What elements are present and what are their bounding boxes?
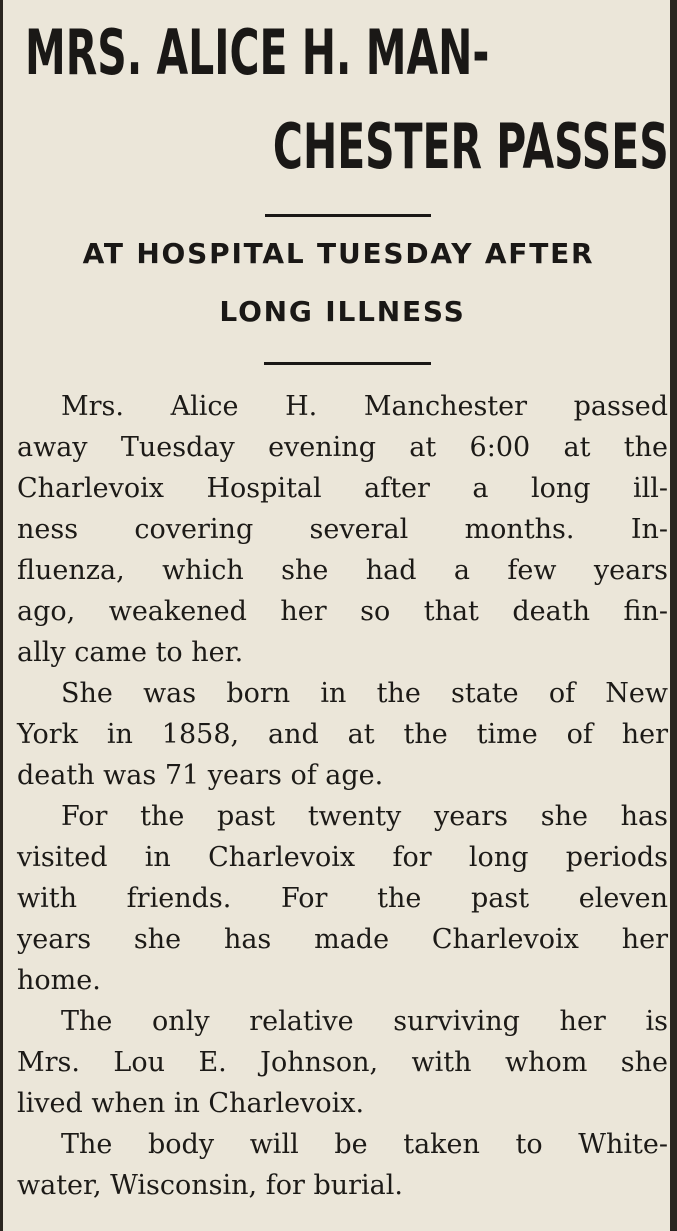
text-line: water, Wisconsin, for burial. [17, 1170, 403, 1201]
paragraph-5 [17, 1124, 668, 1206]
text-line: with friends. For the past eleven [17, 883, 668, 914]
divider-rule-bottom [264, 362, 431, 365]
text-line: Mrs. Lou E. Johnson, with whom she [17, 1047, 668, 1078]
headline-line-1: MRS. ALICE H. MAN- [25, 16, 490, 89]
text-line: The only relative surviving her is [61, 1006, 668, 1037]
newspaper-clipping [3, 0, 670, 1231]
text-line: visited in Charlevoix for long periods [17, 842, 668, 873]
headline-line-2: CHESTER PASSES [272, 110, 669, 183]
text-line: The body will be taken to White- [61, 1129, 668, 1160]
text-line: York in 1858, and at the time of her [17, 719, 668, 750]
text-line: Charlevoix Hospital after a long ill- [17, 473, 668, 504]
subheadline-line-2: LONG ILLNESS [219, 295, 466, 328]
text-line: For the past twenty years she has [61, 801, 668, 832]
paragraph-1 [17, 386, 668, 673]
text-line: home. [17, 965, 101, 996]
divider-rule-top [265, 214, 431, 217]
text-line: Mrs. Alice H. Manchester passed [61, 391, 668, 422]
text-line: death was 71 years of age. [17, 760, 384, 791]
paragraph-3 [17, 796, 668, 1001]
paragraph-2 [17, 673, 668, 796]
text-line: away Tuesday evening at 6:00 at the [17, 432, 668, 463]
subheadline-line-1: AT HOSPITAL TUESDAY AFTER [82, 237, 595, 270]
article-body [17, 386, 668, 1206]
text-line: ally came to her. [17, 637, 244, 668]
text-line: ness covering several months. In- [17, 514, 668, 545]
text-line: ago, weakened her so that death fin- [17, 596, 668, 627]
text-line: fluenza, which she had a few years [17, 555, 668, 586]
paragraph-4 [17, 1001, 668, 1124]
text-line: years she has made Charlevoix her [17, 924, 668, 955]
text-line: lived when in Charlevoix. [17, 1088, 365, 1119]
text-line: She was born in the state of New [61, 678, 668, 709]
